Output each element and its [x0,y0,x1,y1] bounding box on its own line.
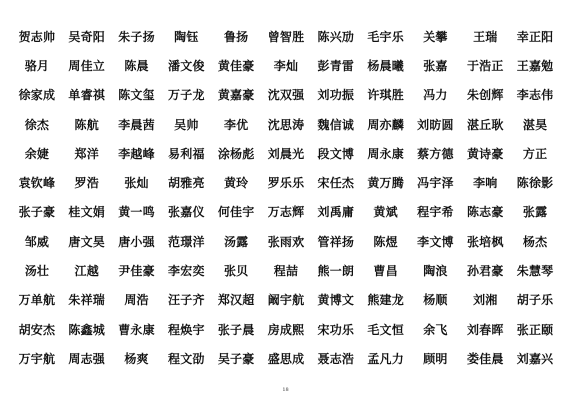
name-cell: 曾智胜 [267,29,305,44]
name-cell: 刘春晖 [466,322,504,337]
name-cell: 江越 [74,264,99,279]
name-cell: 陈兴劢 [317,29,355,44]
name-cell: 唐小强 [118,234,155,249]
name-cell: 周佳立 [68,58,106,73]
name-cell: 黄博文 [317,293,355,308]
name-cell: 朱慧琴 [516,264,554,279]
name-cell: 桂文娟 [68,205,106,220]
name-cell: 张贝 [223,264,249,279]
name-cell: 魏信诚 [317,117,355,132]
name-cell: 余婕 [24,146,50,161]
name-cell: 孙君豪 [466,264,504,279]
name-cell: 张子豪 [18,205,56,220]
name-cell: 朱祥瑞 [68,293,106,308]
name-cell: 周永康 [367,146,404,161]
name-cell: 唐文昊 [68,234,106,249]
name-cell: 冯宇泽 [417,176,454,191]
name-cell: 娄佳晨 [466,351,504,366]
name-cell: 阚宇航 [267,293,305,308]
name-cell: 陈煜 [373,234,398,249]
name-cell: 程文劭 [168,351,205,366]
name-cell: 胡安杰 [18,322,56,337]
name-cell: 关攀 [423,29,448,44]
name-cell: 张子晨 [217,322,255,337]
name-cell: 罗乐乐 [267,176,305,191]
name-cell: 彭青雷 [317,58,355,73]
name-cell: 毛文恒 [367,322,404,337]
name-cell: 范璟洋 [168,234,205,249]
name-cell: 黄万腾 [367,176,404,191]
name-cell: 于浩正 [466,58,504,73]
name-cell: 陶浪 [423,264,448,279]
name-cell: 万单航 [18,293,56,308]
name-cell: 尹佳豪 [118,264,155,279]
name-cell: 骆月 [24,58,50,73]
name-cell: 管祥扬 [317,234,355,249]
name-cell: 万宇航 [18,351,56,366]
name-cell: 李宏奕 [168,264,205,279]
name-cell: 杨爽 [124,351,149,366]
name-cell: 李晨茜 [118,117,155,132]
name-cell: 涂杨彪 [217,146,255,161]
name-cell: 沈双强 [267,88,305,103]
name-cell: 鲁扬 [223,29,249,44]
name-cell: 杨杰 [522,234,548,249]
name-cell: 张露 [522,205,548,220]
name-cell: 陈文玺 [118,88,155,103]
name-cell: 吴奇阳 [68,29,106,44]
name-cell: 沈思涛 [267,117,305,132]
name-cell: 王嘉勉 [516,58,554,73]
name-cell: 程焕宇 [168,322,205,337]
name-cell: 汤壮 [24,264,50,279]
name-cell: 黄佳豪 [217,58,255,73]
name-cell: 朱创辉 [466,88,504,103]
name-cell: 黄诗豪 [466,146,504,161]
name-cell: 徐家成 [18,88,56,103]
name-cell: 余飞 [423,322,448,337]
name-cell: 曹昌 [373,264,398,279]
name-cell: 周亦麟 [367,117,404,132]
name-cell: 郑洋 [74,146,99,161]
name-cell: 吴子豪 [217,351,255,366]
name-cell: 郑汉超 [217,293,255,308]
name-cell: 张嘉仪 [168,205,205,220]
name-cell: 湛昊 [522,117,548,132]
name-cell: 聂志浩 [317,351,355,366]
name-cell: 房成熙 [267,322,305,337]
name-cell: 孟凡力 [367,351,404,366]
name-cell: 徐杰 [24,117,50,132]
name-cell: 盛思成 [267,351,305,366]
name-cell: 王瑞 [473,29,498,44]
name-cell: 易利福 [168,146,205,161]
name-cell: 何佳宇 [217,205,255,220]
name-cell: 罗浩 [74,176,99,191]
name-cell: 邹威 [24,234,50,249]
name-cell: 程宇希 [417,205,454,220]
name-cell: 李志伟 [516,88,554,103]
name-cell: 李响 [473,176,498,191]
name-cell: 曹永康 [118,322,155,337]
name-cell: 杨晨曦 [367,58,404,73]
name-cell: 宋任杰 [317,176,355,191]
name-cell: 张雨欢 [267,234,305,249]
name-cell: 汪子齐 [168,293,205,308]
name-cell: 万子龙 [168,88,205,103]
name-cell: 单睿祺 [68,88,106,103]
name-cell: 张嘉 [423,58,448,73]
name-cell: 许琪胜 [367,88,404,103]
name-cell: 顾明 [423,351,448,366]
name-cell: 黄玲 [223,176,249,191]
name-cell: 李灿 [273,58,299,73]
name-cell: 陈航 [74,117,99,132]
name-cell: 刘昉圆 [417,117,454,132]
name-cell: 陶钰 [174,29,199,44]
name-cell: 蔡方德 [417,146,454,161]
name-cell: 刘嘉兴 [516,351,554,366]
name-cell: 陈徐影 [516,176,554,191]
name-cell: 李优 [223,117,249,132]
name-cell: 刘湘 [473,293,498,308]
name-cell: 湛丘耿 [466,117,504,132]
name-cell: 刘晨光 [267,146,305,161]
name-cell: 胡子乐 [516,293,554,308]
name-cell: 周志强 [68,351,106,366]
name-cell: 朱子扬 [118,29,155,44]
name-cell: 黄斌 [373,205,398,220]
name-cell: 段文博 [317,146,355,161]
name-cell: 陈志豪 [466,205,504,220]
name-cell: 熊一朗 [317,264,355,279]
name-cell: 宋功乐 [317,322,355,337]
name-cell: 贺志帅 [18,29,56,44]
name-cell: 黄嘉豪 [217,88,255,103]
name-cell: 潘文俊 [168,58,205,73]
name-cell: 陈鑫城 [68,322,106,337]
name-cell: 张正颐 [516,322,554,337]
name-cell: 李文博 [417,234,454,249]
name-cell: 熊建龙 [367,293,404,308]
name-grid [12,22,560,374]
name-cell: 汤露 [223,234,249,249]
name-cell: 程喆 [273,264,299,279]
name-cell: 胡雅亮 [168,176,205,191]
name-cell: 杨顺 [423,293,448,308]
name-cell: 张培枫 [466,234,504,249]
name-cell: 黄一鸣 [118,205,155,220]
name-cell: 幸正阳 [516,29,554,44]
name-cell: 冯力 [423,88,448,103]
name-cell: 毛宇乐 [367,29,404,44]
name-cell: 刘禹庸 [317,205,355,220]
name-cell: 张灿 [124,176,149,191]
name-cell: 方正 [522,146,548,161]
name-cell: 周浩 [124,293,149,308]
name-cell: 陈晨 [124,58,149,73]
name-cell: 吴帅 [174,117,199,132]
name-cell: 袁钦峰 [18,176,56,191]
page-number: 18 [282,387,289,393]
name-cell: 刘功振 [317,88,355,103]
name-cell: 万志辉 [267,205,305,220]
name-cell: 李越峰 [118,146,155,161]
